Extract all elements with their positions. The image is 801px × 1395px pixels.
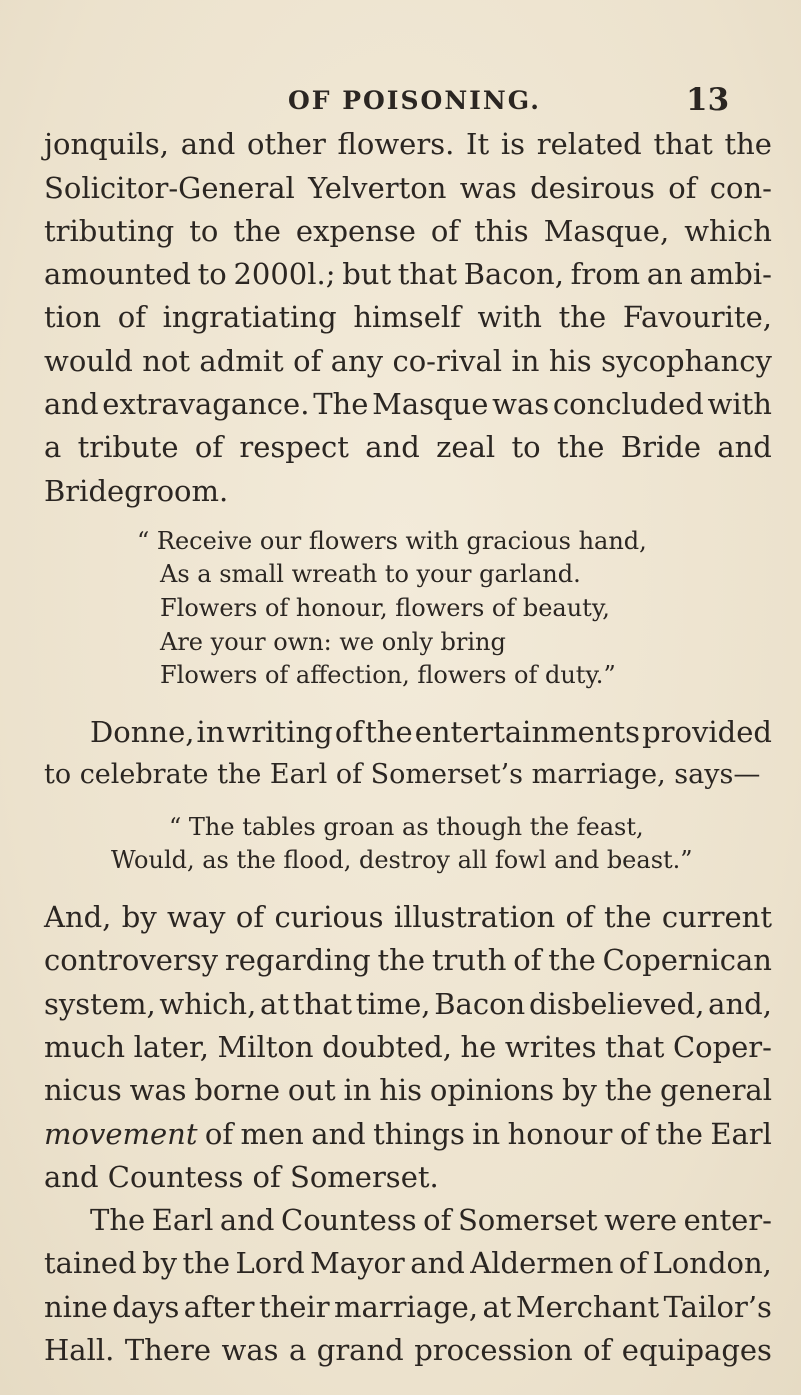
text-line: controversy regarding the truth of the Copernican (44, 943, 772, 977)
text-line: jonquils, and other flowers. It is related that the (44, 127, 772, 161)
text-line: and Countess of Somerset. (44, 1160, 439, 1194)
text-line: The Earl and Countess of Somerset were enter- (90, 1203, 772, 1237)
text-line: a tribute of respect and zeal to the Bride and (44, 430, 772, 464)
verse-line: “ Receive our flowers with gracious hand, (137, 527, 647, 555)
text-line: amounted to 2000l.; but that Bacon, from an ambi- (44, 257, 772, 291)
text-line: Solicitor-General Yelverton was desirous of con- (44, 171, 772, 205)
text-line: system, which, at that time, Bacon disbelieved, and, (44, 987, 772, 1021)
text-line: tion of ingratiating himself with the Favourite, (44, 300, 772, 334)
text-line: to celebrate the Earl of Somerset’s marriage, says— (44, 759, 761, 790)
verse-line: Flowers of affection, flowers of duty.” (160, 661, 616, 689)
verse-line: Would, as the flood, destroy all fowl and beast.” (111, 846, 693, 874)
page-number: 13 (686, 82, 730, 118)
text-line: Hall. There was a grand procession of equipages (44, 1333, 772, 1367)
verse-line: As a small wreath to your garland. (160, 560, 581, 588)
text-line: movement of men and things in honour of the Earl (44, 1117, 772, 1151)
text-line: would not admit of any co-rival in his sycophancy (44, 344, 772, 378)
text-line: Donne, in writing of the entertainments provided (90, 715, 772, 749)
verse-line: “ The tables groan as though the feast, (169, 813, 644, 841)
text-line: much later, Milton doubted, he writes that Coper- (44, 1030, 772, 1064)
text-line: tained by the Lord Mayor and Aldermen of London, (44, 1246, 772, 1280)
running-head: OF POISONING. (288, 86, 541, 115)
verse-line: Are your own: we only bring (160, 628, 506, 656)
text-line: and extravagance. The Masque was concluded with (44, 387, 772, 421)
text-line: nine days after their marriage, at Merchant Tailor’s (44, 1290, 772, 1324)
verse-line: Flowers of honour, flowers of beauty, (160, 594, 610, 622)
page-header (0, 80, 801, 124)
text-line: Bridegroom. (44, 474, 229, 508)
text-line: And, by way of curious illustration of the current (44, 900, 772, 934)
text-line: nicus was borne out in his opinions by the general (44, 1073, 772, 1107)
text-line: tributing to the expense of this Masque, which (44, 214, 772, 248)
